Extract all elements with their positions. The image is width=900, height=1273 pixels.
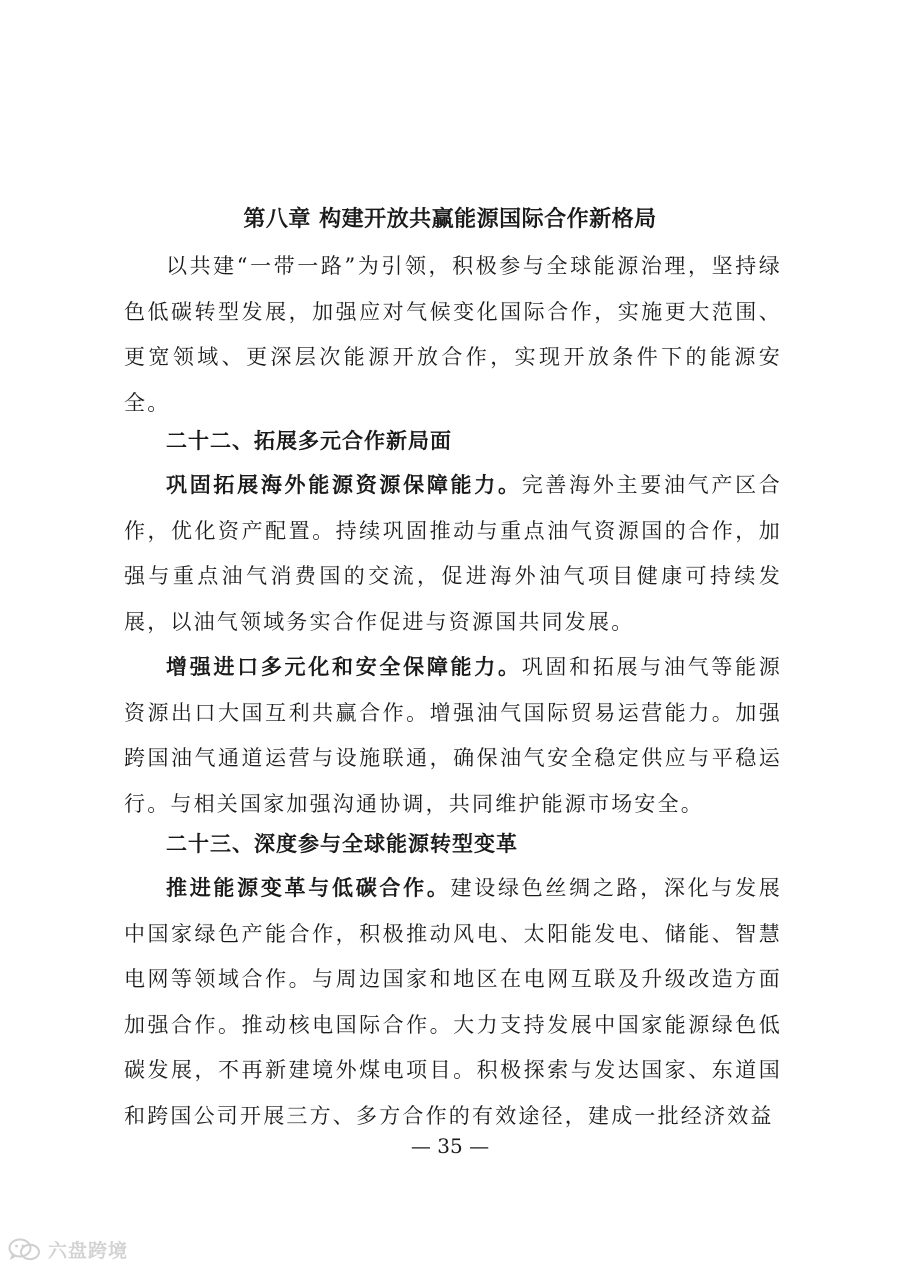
paragraph-text: 巩固和拓展与油气等能源资源出口大国互利共赢合作。增强油气国际贸易运营能力。加强跨国油气通道运营与设施联通，确保油气安全稳定供应与平稳运行。与相关国家加强沟通协调，共同维护能源市场安全。 [124, 655, 783, 816]
paragraph-lead: 推进能源变革与低碳合作。 [166, 876, 451, 900]
paragraph-lead: 巩固拓展海外能源资源保障能力。 [166, 473, 522, 497]
paragraph-import-diversification [124, 645, 782, 827]
paragraph-text: 建设绿色丝绸之路，深化与发展中国家绿色产能合作，积极推动风电、太阳能发电、储能、智慧电网等领域合作。与周边国家和地区在电网互联及升级改造方面加强合作。推动核电国际合作。大力支持发展中国家能源绿色低碳发展，不再新建境外煤电项目。积极探索与发达国家、东道国和跨国公司开展三方、多方合作的有效途径，建成一批经济效益 [124, 876, 782, 1128]
watermark [8, 1236, 128, 1263]
page-number: — 35 — [410, 1134, 490, 1158]
watermark-text: 六盘跨境 [48, 1240, 129, 1262]
chapter-title: 第八章 构建开放共赢能源国际合作新格局 [243, 207, 657, 232]
section-heading-23: 二十三、深度参与全球能源转型变革 [166, 832, 518, 856]
paragraph-overseas-capacity [124, 463, 782, 645]
paragraph-text: 完善海外主要油气产区合作，优化资产配置。持续巩固推动与重点油气资源国的合作，加强与重点油气消费国的交流，促进海外油气项目健康可持续发展，以油气领域务实合作促进与资源国共同发展。 [124, 473, 783, 634]
paragraph-low-carbon-cooperation [124, 866, 782, 1139]
intro-paragraph: 以共建“一带一路”为引领，积极参与全球能源治理，坚持绿色低碳转型发展，加强应对气候变化国际合作，实施更大范围、更宽领域、更深层次能源开放合作，实现开放条件下的能源安全。 [124, 254, 782, 415]
section-heading-22: 二十二、拓展多元合作新局面 [166, 429, 452, 453]
paragraph-lead: 增强进口多元化和安全保障能力。 [166, 655, 522, 679]
wechat-logo-icon [8, 1237, 42, 1263]
